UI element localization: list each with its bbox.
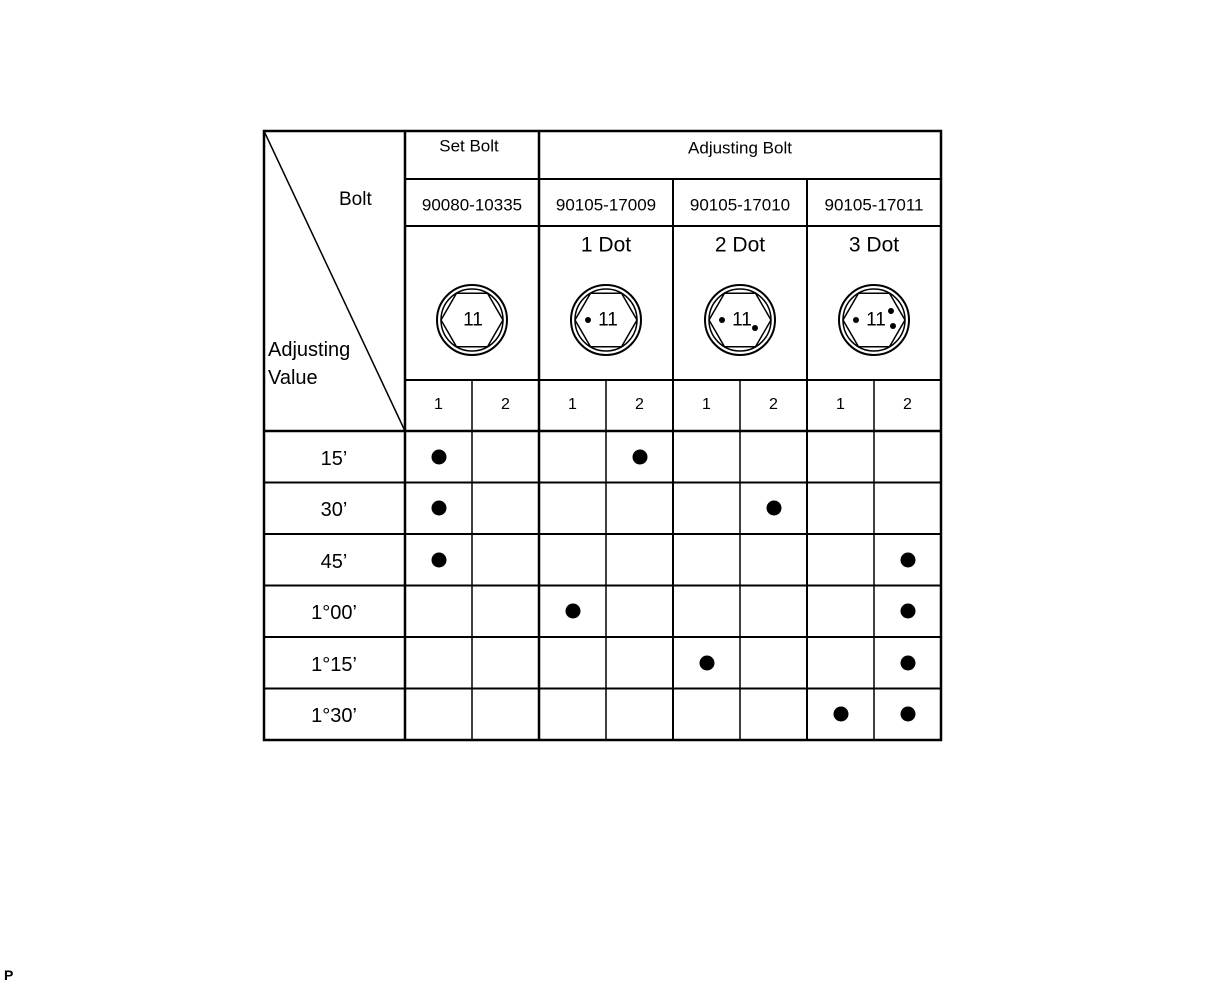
sub-column-number: 1: [702, 396, 711, 413]
bolt-head-number: 11: [732, 309, 752, 331]
adjusting-bolt-header: Adjusting Bolt: [688, 138, 792, 158]
bolt-dot-label: 3 Dot: [848, 233, 900, 257]
bolt-axis-label: Bolt: [339, 189, 372, 210]
selection-mark: [431, 449, 446, 464]
sub-column-number: 1: [434, 396, 443, 413]
identification-dot: [719, 317, 725, 323]
selection-mark: [565, 604, 580, 619]
sub-column-number: 2: [501, 396, 510, 413]
bolt-head-number: 11: [463, 309, 483, 331]
adjusting-value-axis-label: Adjusting: [268, 339, 351, 361]
sub-column-number: 1: [836, 396, 845, 413]
bolt-part-number: 90080-10335: [421, 195, 523, 215]
sub-column-number: 1: [568, 396, 577, 413]
bolt-head-number: 11: [866, 309, 886, 331]
identification-dot: [890, 323, 896, 329]
identification-dot: [752, 325, 758, 331]
table-border: [264, 131, 941, 740]
bolt-part-number: 90105-17009: [555, 195, 657, 215]
sub-column-number: 2: [635, 396, 644, 413]
selection-mark: [632, 449, 647, 464]
selection-mark: [833, 707, 848, 722]
corner-mark: P: [4, 967, 14, 983]
selection-mark: [699, 655, 714, 670]
bolt-dot-label: 1 Dot: [580, 233, 632, 257]
selection-mark: [431, 552, 446, 567]
set-bolt-header: Set Bolt: [439, 136, 499, 156]
identification-dot: [585, 317, 591, 323]
bolt-head-number: 11: [598, 309, 618, 331]
adjusting-value-row-label: 1°15’: [311, 653, 357, 676]
identification-dot: [853, 317, 859, 323]
sub-column-number: 2: [769, 396, 778, 413]
selection-mark: [900, 707, 915, 722]
selection-mark: [900, 604, 915, 619]
selection-mark: [431, 501, 446, 516]
bolt-part-number: 90105-17011: [824, 195, 924, 215]
adjusting-value-row-label: 15’: [320, 447, 348, 470]
bolt-part-number: 90105-17010: [689, 195, 791, 215]
selection-mark: [900, 655, 915, 670]
adjusting-value-axis-label: Value: [268, 367, 318, 389]
identification-dot: [888, 308, 894, 314]
selection-mark: [766, 501, 781, 516]
bolt-dot-label: 2 Dot: [714, 233, 766, 257]
adjusting-value-row-label: 1°00’: [311, 602, 357, 625]
adjusting-value-row-label: 1°30’: [311, 705, 357, 728]
selection-mark: [900, 552, 915, 567]
sub-column-number: 2: [903, 396, 912, 413]
adjusting-value-row-label: 30’: [320, 499, 348, 522]
adjusting-value-row-label: 45’: [320, 550, 348, 573]
